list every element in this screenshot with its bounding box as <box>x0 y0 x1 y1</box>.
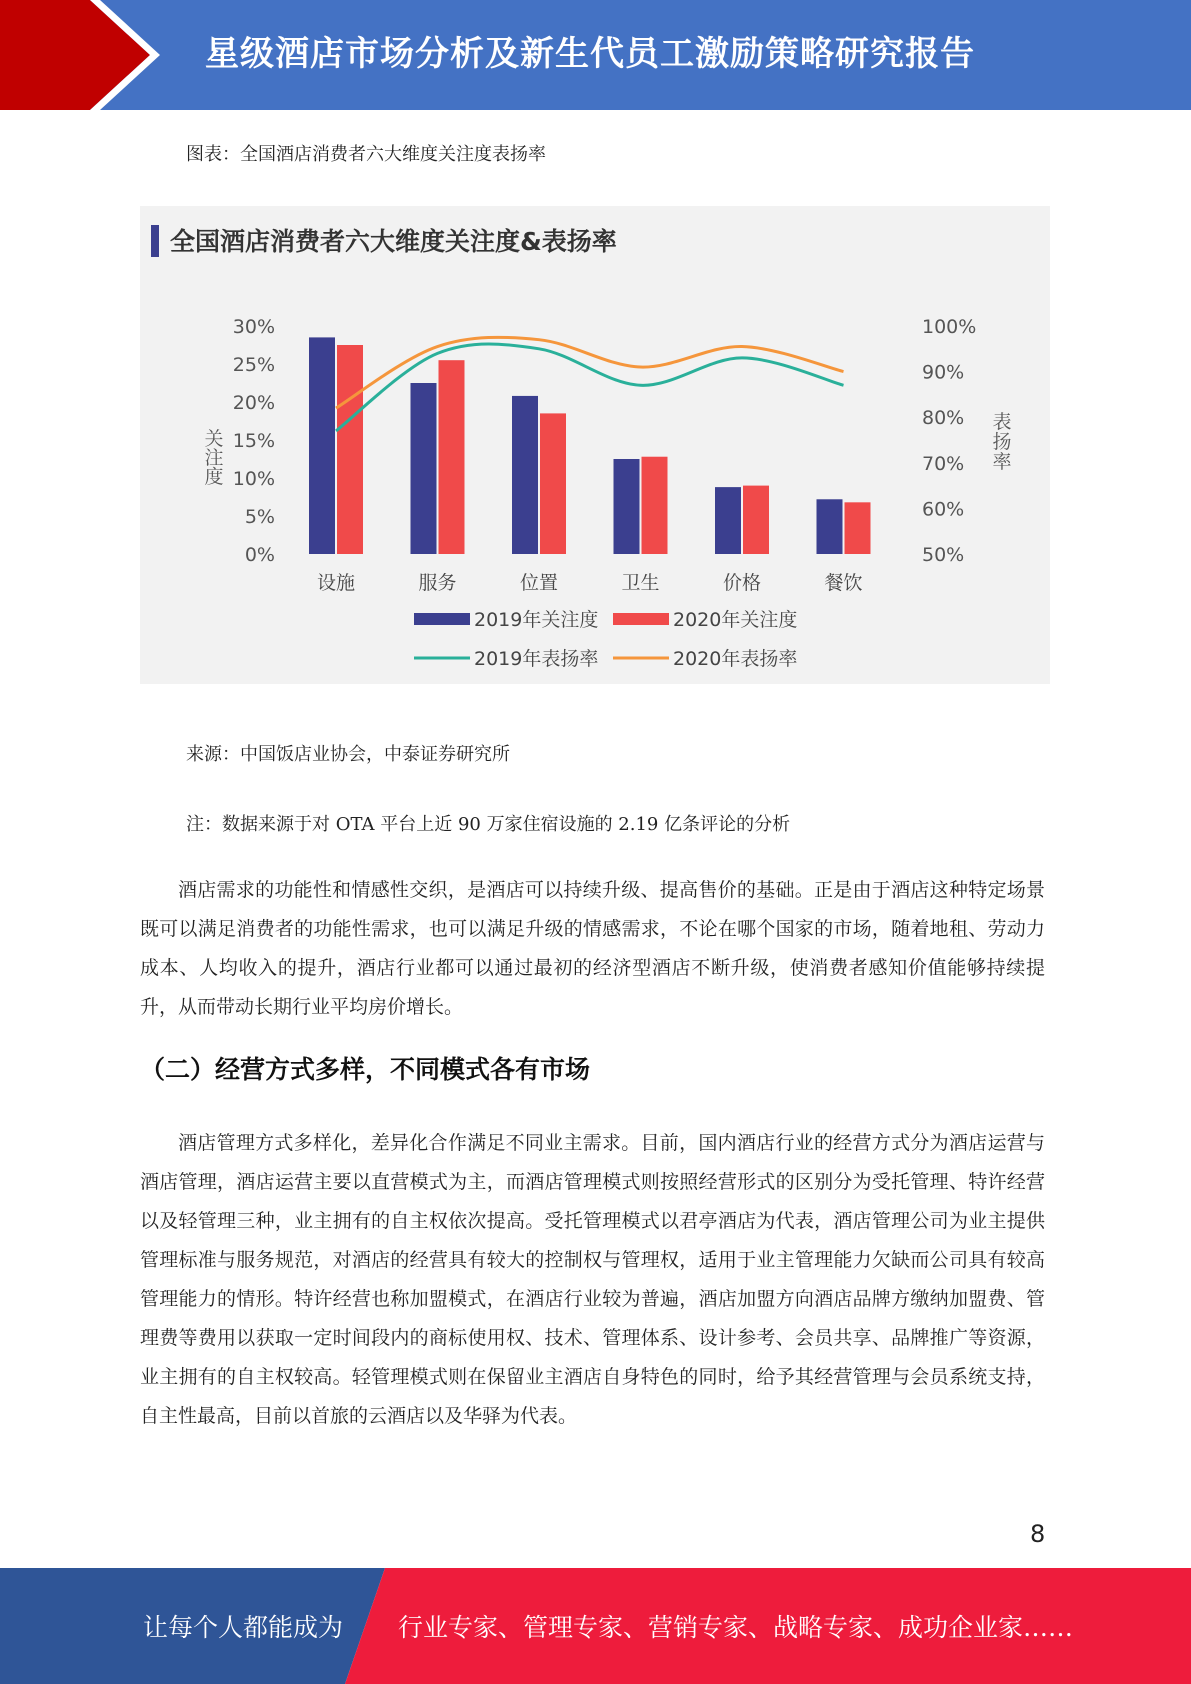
note-line: 注：数据来源于对 OTA 平台上近 90 万家住宿设施的 2.19 亿条评论的分析 <box>186 814 791 835</box>
figure-caption: 图表：全国酒店消费者六大维度关注度表扬率 <box>186 144 546 165</box>
x-tick-label-设施: 设施 <box>316 572 356 594</box>
page-number: 8 <box>1030 1520 1046 1548</box>
header-red-chevron <box>0 0 150 110</box>
report-title: 星级酒店市场分析及新生代员工激励策略研究报告 <box>205 34 975 74</box>
y-left-tick-label: 20% <box>232 392 275 414</box>
x-tick-label-餐饮: 餐饮 <box>824 572 863 594</box>
y-left-tick-label: 15% <box>232 430 275 452</box>
y-right-tick-label: 70% <box>922 452 965 475</box>
bar-2019年关注度-餐饮 <box>817 499 843 554</box>
y-right-tick-label: 90% <box>922 361 965 384</box>
chart-canvas <box>140 206 1050 684</box>
bar-2019年关注度-价格 <box>715 487 741 554</box>
x-tick-label-价格: 价格 <box>722 572 762 594</box>
y-right-tick-label: 100% <box>922 316 977 338</box>
legend-label-2020年关注度: 2020年关注度 <box>673 609 798 631</box>
y-left-tick-label: 5% <box>244 506 275 528</box>
y-right-tick-label: 60% <box>922 498 965 521</box>
chart-title: 全国酒店消费者六大维度关注度&表扬率 <box>170 227 617 256</box>
x-tick-label-服务: 服务 <box>418 572 457 594</box>
bar-2019年关注度-设施 <box>309 337 335 554</box>
y-left-tick-label: 10% <box>232 468 275 490</box>
bar-2020年关注度-服务 <box>439 360 465 554</box>
legend-label-2019年表扬率: 2019年表扬率 <box>474 648 599 670</box>
legend-swatch-2019年关注度 <box>414 613 470 625</box>
bar-2019年关注度-位置 <box>512 396 538 554</box>
paragraph-2: 酒店管理方式多样化，差异化合作满足不同业主需求。目前，国内酒店行业的经营方式分为酒店运营与酒店管理，酒店运营主要以直营模式为主，而酒店管理模式则按照经营形式的区别分为受托管理、特许经营以及轻管理三种，业主拥有的自主权依次提高。受托管理模式以君亭酒店为代表，酒店管理公司为业主提供管理标准与服务规范，对酒店的经营具有较大的控制权与管理权，适用于业主管理能力欠缺而公司具有较高管理能力的情形。特许经营也称加盟模式，在酒店行业较为普遍，酒店加盟方向酒店品牌方缴纳加盟费、管理费等费用以获取一定时间段内的商标使用权、技术、管理体系、设计参考、会员共享、品牌推广等资源，业主拥有的自主权较高。轻管理模式则在保留业主酒店自身特色的同时，给予其经营管理与会员系统支持，自主性最高，目前以首旅的云酒店以及华驿为代表。 <box>140 1132 1045 1427</box>
paragraph-1: 酒店需求的功能性和情感性交织，是酒店可以持续升级、提高售价的基础。正是由于酒店这种特定场景既可以满足消费者的功能性需求，也可以满足升级的情感需求，不论在哪个国家的市场，随着地租、劳动力成本、人均收入的提升，酒店行业都可以通过最初的经济型酒店不断升级，使消费者感知价值能够持续提升，从而带动长期行业平均房价增长。 <box>140 879 1045 1018</box>
y-right-tick-label: 50% <box>922 544 965 566</box>
y-left-tick-label: 25% <box>232 354 275 376</box>
y-left-tick-label: 30% <box>232 316 275 338</box>
legend-label-2020年表扬率: 2020年表扬率 <box>673 648 798 670</box>
footer-slogan-left: 让每个人都能成为 <box>143 1613 344 1642</box>
x-tick-label-位置: 位置 <box>519 572 559 594</box>
bar-2020年关注度-餐饮 <box>845 502 871 554</box>
footer-slogan-right: 行业专家、管理专家、营销专家、战略专家、成功企业家…… <box>398 1613 1074 1642</box>
page-footer <box>0 1568 1191 1684</box>
y-left-axis-label: 关注度 <box>204 428 224 488</box>
bar-2019年关注度-卫生 <box>614 459 640 554</box>
bar-2019年关注度-服务 <box>411 383 437 554</box>
chart-panel <box>140 206 1050 684</box>
bar-2020年关注度-位置 <box>540 413 566 554</box>
source-line: 来源：中国饭店业协会，中泰证券研究所 <box>186 744 510 765</box>
y-left-tick-label: 0% <box>244 544 275 566</box>
legend-label-2019年关注度: 2019年关注度 <box>474 609 599 631</box>
section-heading: （二）经营方式多样，不同模式各有市场 <box>140 1055 591 1084</box>
legend-swatch-2020年关注度 <box>613 613 669 625</box>
bar-2020年关注度-价格 <box>743 486 769 554</box>
bar-2020年关注度-设施 <box>337 345 363 554</box>
bar-2020年关注度-卫生 <box>642 457 668 554</box>
y-right-tick-label: 80% <box>922 407 965 430</box>
x-tick-label-卫生: 卫生 <box>621 572 660 594</box>
page-header <box>0 0 1191 110</box>
y-right-axis-label: 表扬率 <box>992 411 1012 473</box>
